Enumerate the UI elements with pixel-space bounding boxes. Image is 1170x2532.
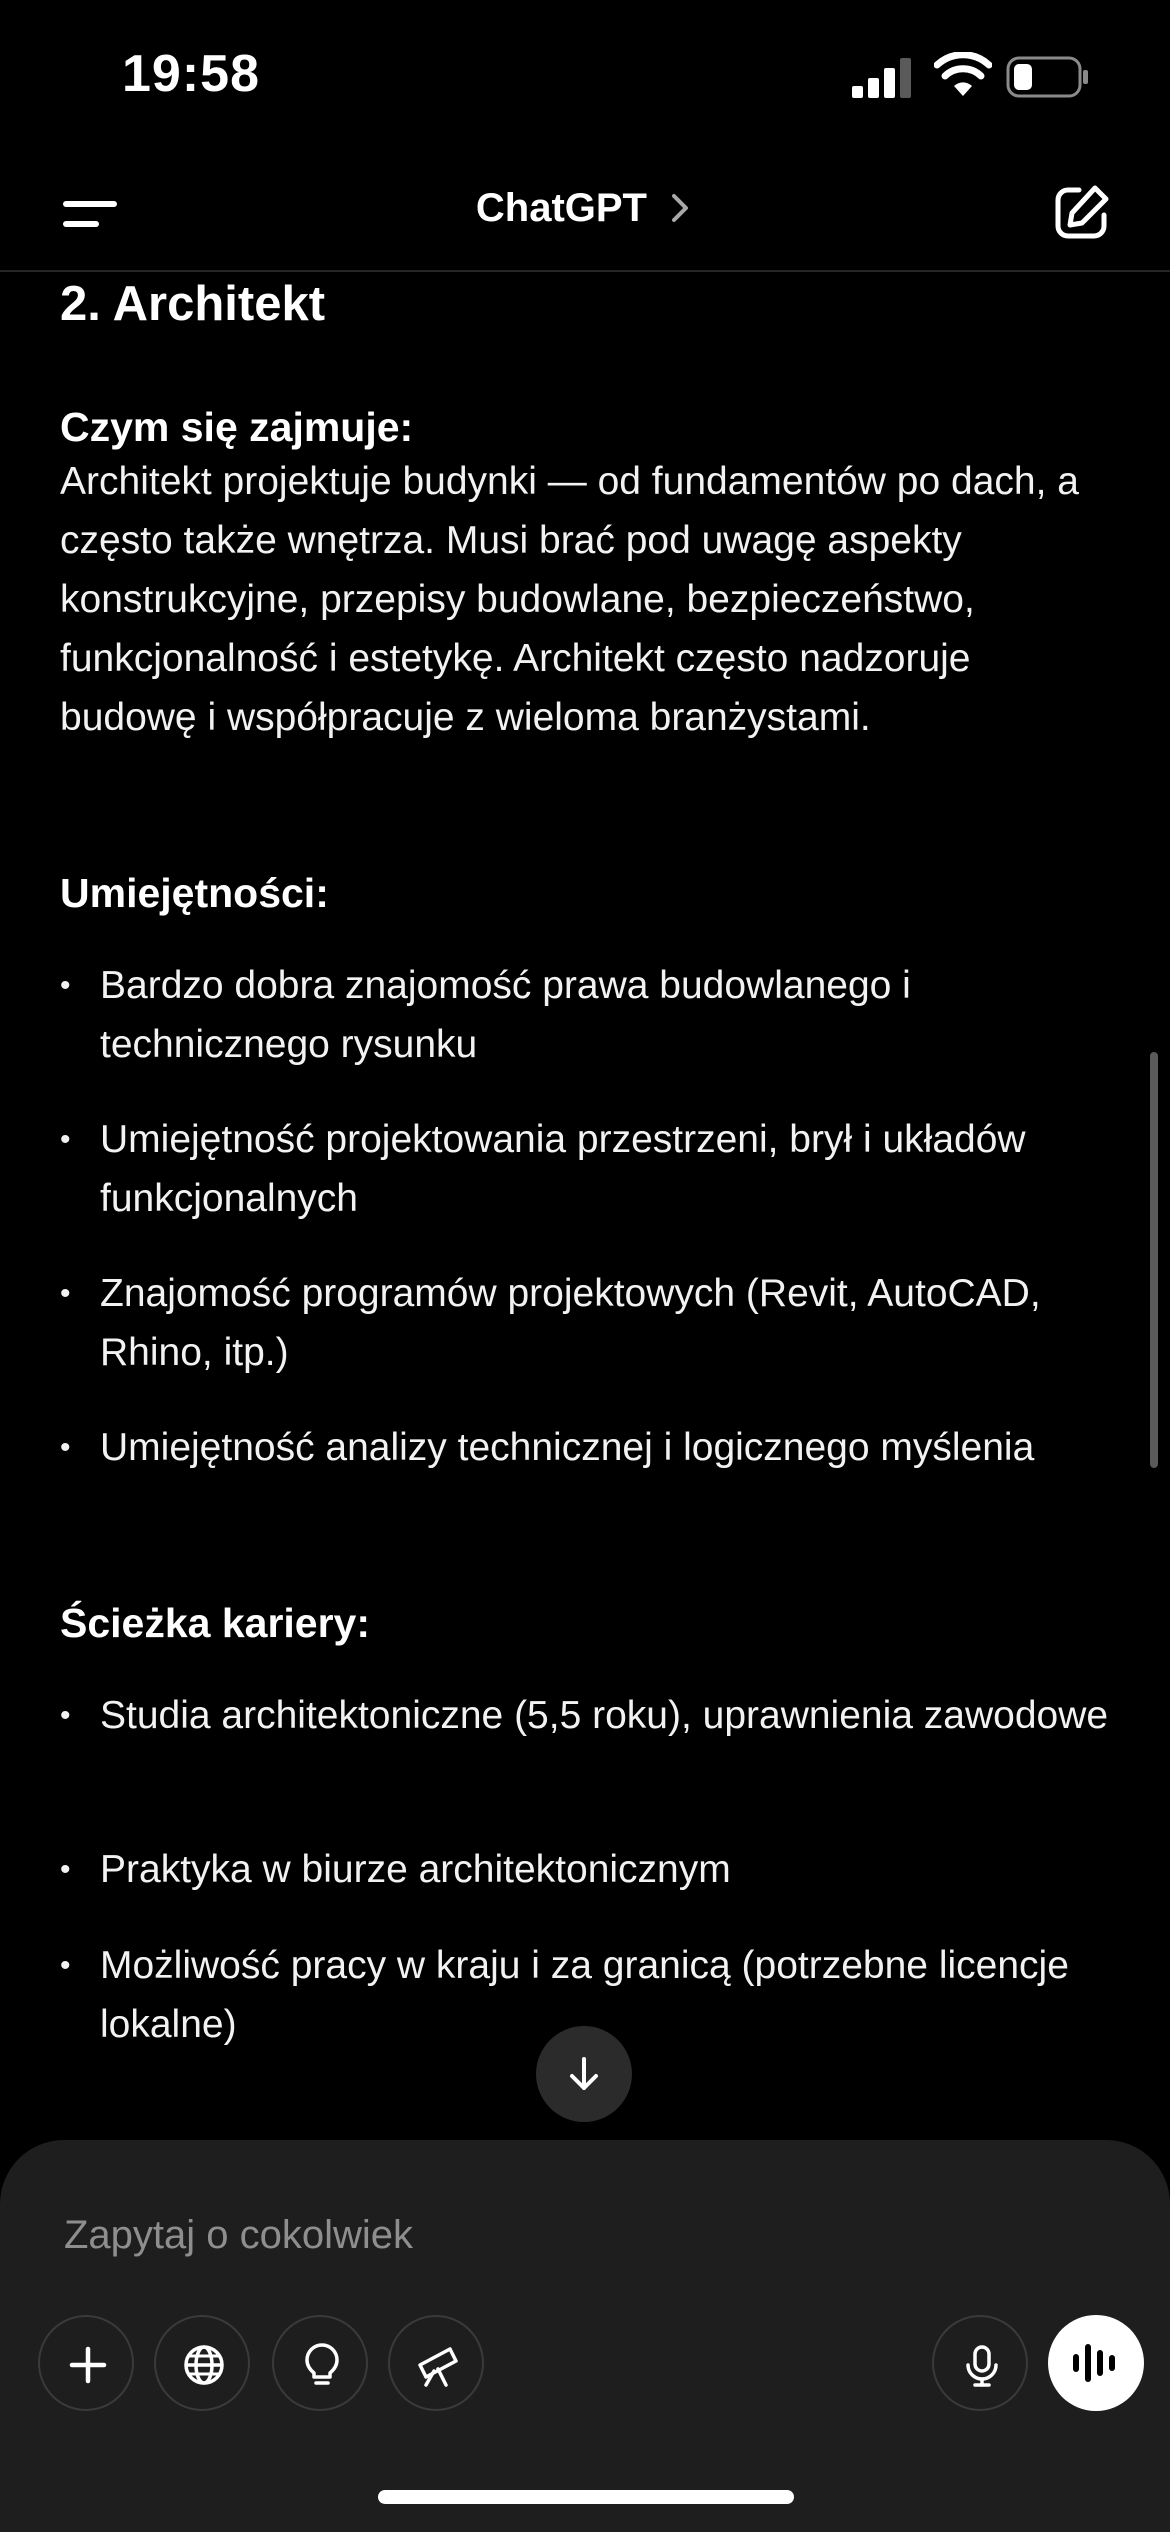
dictate-button[interactable] <box>932 2315 1028 2411</box>
plus-icon <box>62 2339 114 2391</box>
wifi-icon <box>934 52 992 98</box>
chevron-right-icon[interactable] <box>668 190 694 226</box>
header-title[interactable] <box>0 184 1170 231</box>
battery-icon <box>1006 56 1090 98</box>
header-title-text[interactable]: ChatGPT <box>475 185 647 230</box>
what-paragraph: Architekt projektuje budynki — od fundamentów po dach, a często także wnętrza. Musi brać pod uwagę aspekty konstrukcyjne, przepisy budowlane, bezpieczeństwo, funkcjonalność i estetykę. Architekt często nadzoruje budowę i współpracuje z wieloma branżystami. <box>60 460 1079 739</box>
section-heading: 2. Architekt <box>60 277 326 331</box>
scroll-down-button[interactable] <box>536 2026 632 2122</box>
what-label: Czym się zajmuje: <box>60 404 414 450</box>
composer <box>0 2140 1170 2532</box>
status-time: 19:58 <box>122 45 260 103</box>
list-item: • Praktyka w biurze architektonicznym <box>60 1840 1120 1899</box>
reason-button[interactable] <box>272 2315 368 2411</box>
add-attachment-button[interactable] <box>38 2315 134 2411</box>
arrow-down-icon <box>564 2054 604 2094</box>
home-indicator <box>378 2490 794 2504</box>
web-search-button[interactable] <box>154 2315 250 2411</box>
list-item: • Umiejętność projektowania przestrzeni, brył i układów funkcjonalnych <box>60 1110 1120 1228</box>
telescope-icon <box>412 2339 464 2391</box>
list-item: • Możliwość pracy w kraju i za granicą (potrzebne licencje lokalne) <box>60 1936 1120 2054</box>
lightbulb-icon <box>296 2339 348 2391</box>
new-chat-icon[interactable] <box>1046 178 1116 248</box>
app-header <box>0 150 1170 272</box>
list-item: • Umiejętność analizy technicznej i logicznego myślenia <box>60 1418 1120 1477</box>
list-item: • Bardzo dobra znajomość prawa budowlanego i technicznego rysunku <box>60 956 1120 1074</box>
voice-waveform-icon <box>1068 2337 1124 2389</box>
skills-label: Umiejętności: <box>60 870 329 916</box>
globe-icon <box>178 2339 230 2391</box>
deep-research-button[interactable] <box>388 2315 484 2411</box>
status-bar <box>0 0 1170 150</box>
scrollbar-thumb[interactable] <box>1150 1052 1158 1468</box>
signal-icon <box>852 58 914 98</box>
message-input[interactable] <box>64 2200 964 2270</box>
career-label: Ścieżka kariery: <box>60 1600 371 1646</box>
list-item: • Znajomość programów projektowych (Revit, AutoCAD, Rhino, itp.) <box>60 1264 1120 1382</box>
microphone-icon <box>956 2339 1008 2391</box>
voice-mode-button[interactable] <box>1048 2315 1144 2411</box>
list-item: • Studia architektoniczne (5,5 roku), uprawnienia zawodowe <box>60 1686 1120 1745</box>
